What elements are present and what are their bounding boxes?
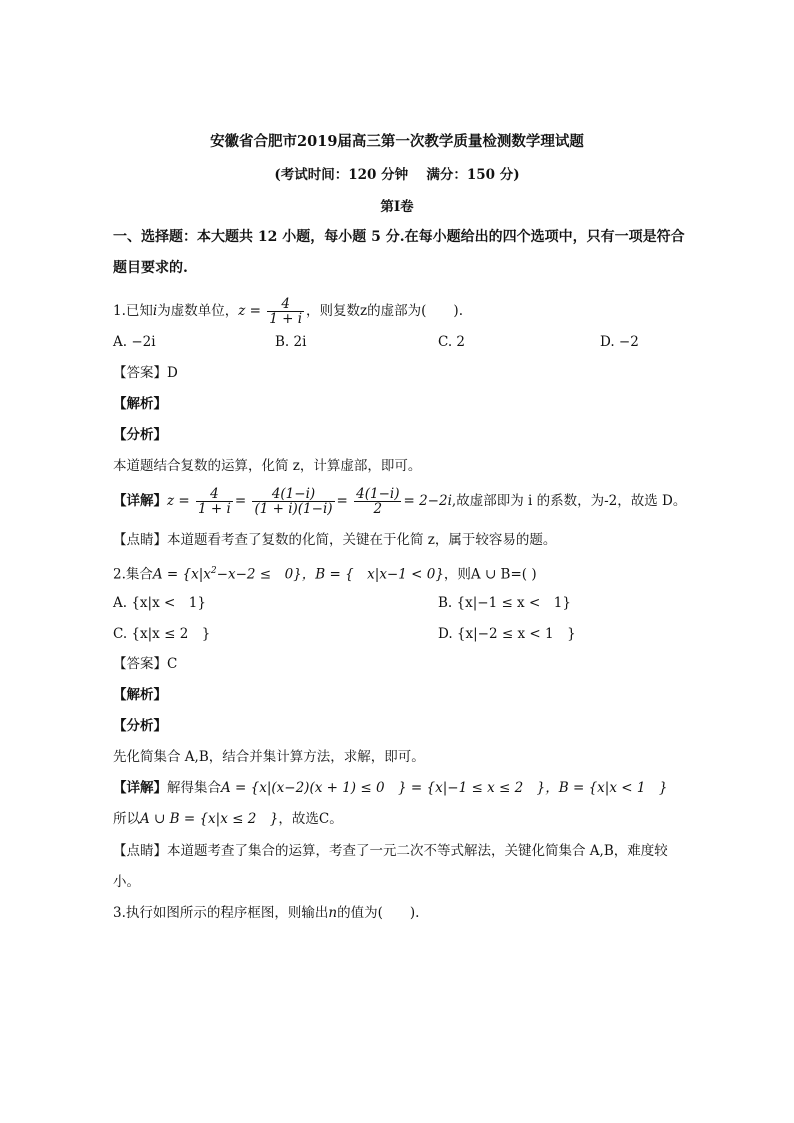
exam-info: (考试时间：120 分钟 满分：150 分): [274, 167, 520, 183]
q2-set-a-rest: −x−2 ≤ 0}: [216, 566, 302, 583]
q2-option-d: D. {x|−2 ≤ x < 1 }: [438, 626, 576, 642]
q2-comment-line1: 【点睛】本道题考查了集合的运算，考查了一元二次不等式解法，关键化简集合 A,B，难度较: [113, 843, 668, 859]
q1-option-c: C. 2: [438, 334, 466, 350]
q1-pre: 1.已知: [113, 303, 153, 319]
q1-option-d: D. −2: [600, 334, 639, 350]
q1-comment: 【点睛】本道题看考查了复数的化简，关键在于化简 z，属于较容易的题。: [113, 532, 557, 548]
document-title: 安徽省合肥市2019届高三第一次教学质量检测数学理试题: [210, 133, 584, 150]
q1-fraction: [267, 297, 304, 326]
q2-so-post: ，故选C。: [278, 811, 343, 827]
q2-analysis-label: 【解析】: [113, 687, 167, 703]
q1-i: i: [152, 303, 158, 319]
q2-fenxi-label: 【分析】: [113, 718, 167, 734]
q2-set-a: A = {x|x: [152, 566, 211, 583]
q2-fenxi-text: 先化简集合 A,B，结合并集计算方法，求解，即可。: [113, 749, 425, 765]
q1-frac-den: 1 + i: [269, 311, 303, 327]
q1-detail: [113, 484, 686, 518]
q3-post: 的值为( ).: [337, 905, 420, 921]
q2-option-a: A. {x|x < 1}: [113, 595, 206, 611]
q1-detail-frac1-den: 1 + i: [198, 501, 231, 517]
q1-detail-frac1: [196, 487, 233, 516]
q1-detail-frac1-num: 4: [210, 486, 219, 502]
q1-mid: 为虚数单位，: [157, 303, 239, 319]
q3-pre: 3.执行如图所示的程序框图，则输出: [113, 905, 329, 921]
q1-fenxi-label: 【分析】: [113, 427, 167, 443]
q2-stem-post: ，则A ∪ B=( ): [443, 566, 537, 583]
q1-detail-frac3-num: 4(1−i): [356, 486, 400, 502]
q1-detail-z: z =: [167, 493, 190, 509]
volume-label: 第Ⅰ卷: [380, 199, 414, 215]
q1-detail-frac3-den: 2: [354, 501, 401, 516]
q2-so-pre: 所以: [113, 811, 140, 827]
q1-detail-frac2-den: (1 + i)(1−i): [254, 501, 333, 517]
q1-option-a: A. −2i: [113, 334, 156, 350]
q1-analysis-label: 【解析】: [113, 396, 167, 412]
q2-detail-math: A = {x|(x−2)(x + 1) ≤ 0 } = {x|−1 ≤ x ≤ 2 }，B = {x|x < 1 }: [221, 780, 668, 796]
q3-n: n: [328, 905, 338, 921]
q2-detail: [113, 778, 668, 798]
section-heading-line2: 题目要求的.: [113, 260, 188, 276]
q1-detail-label: 【详解】: [113, 493, 167, 509]
q2-set-b: ，B = { x|x−1 < 0}: [301, 566, 444, 583]
q1-detail-frac2: [252, 487, 334, 516]
q1-answer: 【答案】D: [113, 365, 178, 381]
q2-so-math: A ∪ B = {x|x ≤ 2 }: [140, 811, 279, 827]
q1-detail-text: ,故虚部即为 i 的系数，为-2，故选 D。: [451, 493, 687, 509]
q2-answer: 【答案】C: [113, 656, 178, 672]
q2-stem-pre: 2.集合: [113, 566, 153, 583]
q1-frac-num: 4: [281, 296, 290, 312]
q1-detail-eq2: =: [336, 493, 348, 509]
q1-detail-eq1: =: [234, 493, 247, 509]
q2-detail-label: 【详解】: [113, 780, 167, 796]
q1-post: ，则复数z的虚部为( ).: [306, 303, 463, 319]
question-1-stem: [113, 294, 463, 328]
q2-option-b: B. {x|−1 ≤ x < 1}: [438, 595, 571, 611]
q2-exponent: 2: [210, 566, 217, 576]
q1-z: z =: [238, 303, 261, 319]
section-heading-line1: 一、选择题：本大题共 12 小题，每小题 5 分.在每小题给出的四个选项中，只有一项是符合: [113, 229, 685, 245]
q2-comment-line2: 小。: [113, 874, 140, 890]
q1-detail-tail: = 2−2i: [403, 493, 452, 509]
q1-fenxi-text: 本道题结合复数的运算，化简 z，计算虚部，即可。: [113, 458, 422, 474]
q2-option-c: C. {x|x ≤ 2 }: [113, 626, 211, 642]
q1-detail-frac2-num: 4(1−i): [271, 486, 316, 502]
q1-option-b: B. 2i: [275, 334, 307, 350]
question-3-stem: [113, 903, 419, 923]
q2-conclusion: [113, 809, 343, 829]
q2-detail-text: 解得集合: [167, 780, 221, 796]
question-2-stem: [113, 561, 537, 585]
q1-detail-frac3: [354, 487, 401, 516]
